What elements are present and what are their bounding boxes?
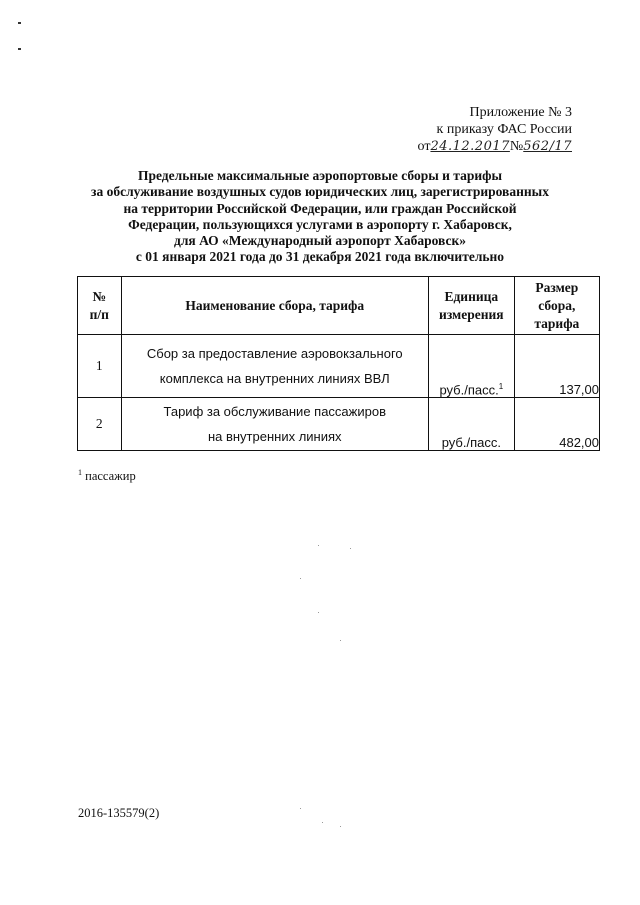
header-unit-line: Единица [444,288,499,304]
fee-name-line: комплекса на внутренних линиях ВВЛ [159,371,390,386]
header-value [514,277,599,335]
fee-unit: руб./пасс. [429,398,515,451]
fee-value: 137,00 [514,335,599,398]
fee-name-line: Сбор за предоставление аэровокзального [146,346,403,361]
title-line: с 01 января 2021 года до 31 декабря 2021 года включительно [135,249,505,265]
scan-speck [300,578,301,579]
row-number: 2 [78,398,122,451]
scan-mark [18,48,21,50]
row-number: 1 [78,335,122,398]
fee-value: 482,00 [514,398,599,451]
title-line: Федерации, пользующихся услугами в аэропорту г. Хабаровск, [128,216,512,232]
footnote [78,468,136,484]
header-name: Наименование сбора, тарифа [121,277,429,335]
footnote-reference: 1 [498,381,504,391]
title-line: для АО «Международный аэропорт Хабаровск» [173,233,466,249]
header-value-line: сбора, [538,297,576,313]
fee-name-line: Тариф за обслуживание пассажиров [163,404,386,419]
from-prefix: от [417,139,431,154]
document-title [40,168,600,266]
header-value-line: Размер [535,279,579,295]
header-number-line: № [92,288,107,304]
table-row [78,398,600,451]
scan-mark [18,22,21,24]
fee-name [121,398,429,451]
order-date-number [418,138,572,155]
fee-unit-text: руб./пасс. [439,382,499,397]
header-value-line: тарифа [534,315,580,331]
scan-speck [340,640,341,641]
header-unit [429,277,515,335]
handwritten-order-date: 24.12.2017 [430,139,510,154]
title-line: за обслуживание воздушных судов юридических лиц, зарегистрированных [91,184,549,200]
order-reference: к приказу ФАС России [436,122,572,137]
scan-speck [340,826,341,827]
scan-speck [318,612,319,613]
fee-name [121,335,429,398]
fee-unit [429,335,515,398]
number-prefix: № [509,139,524,154]
title-line: на территории Российской Федерации, или граждан Российской [123,200,517,216]
appendix-label: Приложение № 3 [469,105,572,120]
scan-speck [322,822,323,823]
fee-name-line: на внутренних линиях [207,429,342,444]
table-header-row [78,277,600,335]
header-number [78,277,122,335]
header-number-line: п/п [89,306,109,322]
scan-speck [318,545,319,546]
table-row [78,335,600,398]
appendix-header [418,104,572,155]
header-unit-line: измерения [439,306,504,322]
document-number: 2016-135579(2) [78,806,160,820]
scan-speck [350,548,351,549]
scan-speck [300,808,301,809]
footnote-text: пассажир [85,469,136,484]
footnote-mark: 1 [78,468,82,477]
tariff-table [77,276,600,451]
title-line: Предельные максимальные аэропортовые сборы и тарифы [137,168,502,183]
handwritten-order-number: 562/17 [523,139,572,154]
